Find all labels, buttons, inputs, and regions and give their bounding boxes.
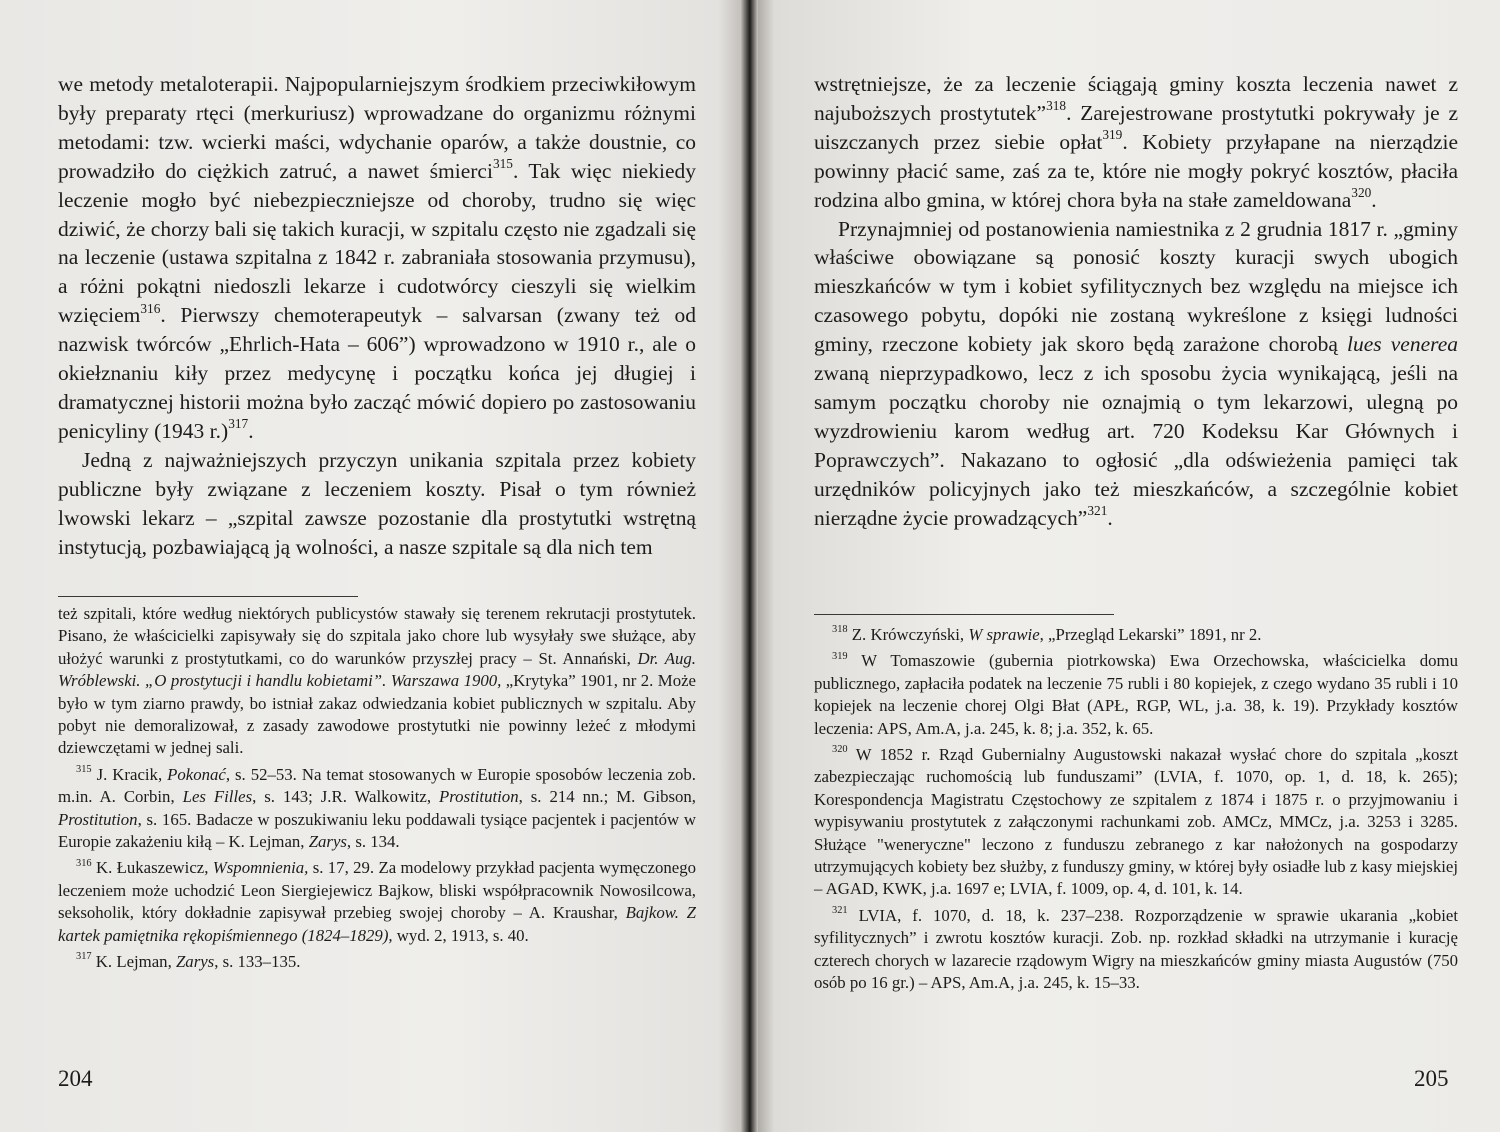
footnote-ref: 321 [832, 905, 848, 917]
italic-text: Dr. Aug. Wróblewski. „O prostytucji i handlu kobietami”. Warszawa 1900, [58, 648, 696, 691]
text-run: s. 17, 29. Za modelowy przykład pacjenta wymęczonego leczeniem może uchodzić Leon Siergiejewicz Bajkow, bliski współpracownik Nowosilcowa, seksoholik, który dokładnie zapisywał przebieg swojej choroby – A. Kraushar, [58, 858, 696, 923]
footnote-ref: 321 [1087, 503, 1108, 519]
text-run: , s. 214 nn.; M. Gibson, [518, 787, 696, 807]
footnote-ref: 317 [76, 951, 92, 963]
footnote-ref: 316 [76, 857, 92, 869]
italic-text: Bajkow. Z kartek pamiętnika rękopiśmiennego (1824–1829), [58, 903, 696, 945]
text-run: . Pierwszy chemoterapeutyk – salvarsan (zwany też od nazwisk twórców „Ehrlich-Hata – 606”) wprowadzono w 1910 r., ale o okiełznaniu kiły przez medycynę i początku końca jej długiej i dramatycznej historii można było zacząć mówić dopiero po zastosowaniu penicyliny (1943 r.) [58, 303, 696, 443]
text-run: „Krytyka” 1901, nr 2. Może było w tym ziarno prawdy, bo istniał zakaz odwiedzania kobiet publicznych w szpitalu. Aby pobyt nie demoralizował, z zasady zawodowe prostytutki nie powinny leżeć z młodymi dziewczętami w jednej sali. [58, 671, 696, 758]
right-body-text [814, 70, 1458, 533]
text-run: wstrętniejsze, że za leczenie ściągają gminy koszta leczenia nawet z najuboższych prostytutek” [814, 72, 1458, 125]
text-run: . [1371, 187, 1377, 212]
page-number-right: 205 [1414, 1066, 1449, 1091]
left-footnotes [58, 603, 696, 978]
text-run: Przynajmniej od postanowienia namiestnika z 2 grudnia 1817 r. „gminy właściwe obowiązane są ponosić koszty kuracji swych ubogich mieszkańców w tym i kobiet syfilitycznych bez względu na miejsce ich czasowego pobytu, dopóki nie zostaną wykreślone z księgi ludności gminy, rzeczone kobiety jak skoro będą zarażone chorobą [814, 216, 1458, 357]
text-run: , s. 133–135. [214, 952, 301, 972]
italic-text: lues venerea [1347, 332, 1458, 357]
body-paragraph [814, 70, 1458, 215]
body-paragraph [58, 446, 696, 562]
text-run: LVIA, f. 1070, d. 18, k. 237–238. Rozporządzenie w sprawie ukarania „kobiet syfilitycznych” i zwrotu kosztów kuracji. Zob. np. rozkład składki na utrzymanie i kurację czterech chorych w lazarecie rządowym Wigry na mieszkańców gminy miasta Augustów (750 osób po 16 gr.) – APS, Am.A, j.a. 245, k. 15–33. [814, 905, 1458, 993]
text-run: . [1107, 505, 1113, 530]
footnote-ref: 315 [76, 764, 92, 776]
body-paragraph [58, 70, 696, 446]
footnote-ref: 319 [1102, 127, 1123, 143]
right-footnotes [814, 624, 1458, 999]
footnote-ref: 317 [228, 416, 249, 432]
footnote [814, 624, 1458, 646]
text-run: W Tomaszowie (gubernia piotrkowska) Ewa Orzechowska, właścicielka domu publicznego, zapłaciła podatek na leczenie 75 rubli i 80 kopiejek, z czego wydano 35 rubli i 10 kopiejek na leczenie chorej Olgi Błat (APŁ, RGP, WL, j.a. 38, k. 19). Przykłady kosztów leczenia: APS, Am.A, j.a. 245, k. 8; j.a. 352, k. 65. [814, 651, 1458, 738]
italic-text: Pokonać [167, 764, 226, 784]
text-run: . Kobiety przyłapane na nierządzie powinny płacić same, zaś za te, które nie mogły pokryć kosztów, płaciła rodzina albo gmina, w której chora była na stałe zameldowana [814, 129, 1459, 212]
page-number-left: 204 [58, 1066, 93, 1091]
text-run: , s. 52–53. Na temat stosowanych w Europie sposobów leczenia zob. m.in. A. Corbin, [58, 764, 696, 807]
footnote-separator [814, 614, 1114, 615]
footnote-ref: 319 [832, 650, 848, 662]
footnote [58, 764, 696, 854]
text-run: wyd. 2, 1913, s. 40. [392, 925, 529, 945]
footnote [814, 744, 1458, 901]
footnote-separator [58, 596, 358, 597]
text-run: , „Przegląd Lekarski” 1891, nr 2. [1039, 625, 1262, 644]
text-run: zwaną nieprzypadkowo, lecz z ich sposobu życia wynikającą, jeśli na samym początku choroby nie oznajmią o tym lekarzowi, ulegną po wyzdrowieniu karom według art. 720 Kodeksu Kar Głównych i Poprawczych”. Nakazano to ogłosić „dla odświeżenia pamięci tak urzędników policyjnych jako też mieszkańców, a szczególnie kobiet nierządne życie prowadzących” [814, 361, 1458, 530]
footnote-ref: 316 [140, 300, 161, 316]
footnote-ref: 320 [1351, 185, 1372, 201]
text-run: Z. Krówczyński, [847, 625, 969, 644]
text-run: . [248, 418, 254, 443]
text-run: Jedną z najważniejszych przyczyn unikania szpitala przez kobiety publiczne były związane z leczeniem koszty. Pisał o tym również lwowski lekarz – „szpital zawsze pozostanie dla prostytutki wstrętną instytucją, pozbawiającą ją wolności, a nasze szpitale są dla nich tem [58, 447, 696, 559]
footnote-ref: 318 [832, 624, 848, 636]
footnote [58, 857, 696, 947]
text-run: K. Lejman, [91, 952, 176, 972]
italic-text: W sprawie [968, 625, 1040, 644]
footnote [58, 603, 696, 760]
text-run: J. Kracik, [91, 764, 168, 784]
book-spine [740, 0, 758, 1132]
text-run: . Tak więc niekiedy leczenie mogło być niebezpieczniejsze od choroby, trudno się więc dziwić, że chorzy bali się takich kuracji, w szpitalu często nie zgadzali się na leczenie (ustawa szpitalna z 1842 r. zabraniała stosowania przymusu), a różni pokątni niedoszli lekarze i cudotwórcy cieszyli się wielkim wzięciem [58, 158, 696, 328]
body-paragraph [814, 215, 1458, 533]
italic-text: Prostitution [58, 809, 138, 829]
footnote [814, 650, 1458, 740]
footnote [58, 951, 696, 973]
footnote-ref: 315 [492, 156, 513, 172]
text-run: , s. 134. [346, 832, 400, 852]
footnote-ref: 320 [832, 744, 848, 756]
italic-text: Zarys [175, 952, 215, 972]
text-run: też szpitali, które według niektórych publicystów stawały się terenem rekrutacji prostytutek. Pisano, że właścicielki zapisywały się do szpitala jako chore lub wysyłały swe służące, aby ułożyć warunki z prostytutkami, co do warunków przyszłej pracy – St. Annański, [58, 604, 696, 668]
text-run: , s. 165. Badacze w poszukiwaniu leku poddawali tysiące pacjentek i pacjentów w Europie zakażeniu kiłą – K. Lejman, [58, 809, 696, 852]
italic-text: Zarys [308, 832, 347, 852]
text-run: K. Łukaszewicz, [91, 858, 213, 878]
left-body-text [58, 70, 696, 561]
text-run: W 1852 r. Rząd Gubernialny Augustowski nakazał wysłać chore do szpitala „koszt zabezpieczając ruchomością lub funduszami” (LVIA, f. 1070, op. 1, d. 18, k. 265); Korespondencja Magistratu Częstochowy ze szpitalem z 1874 i 1875 r. o przyjmowaniu i wypisywaniu prostytutek z załączonymi rachunkami zob. AMCz, MMCz, j.a. 3253 i 3285. Służące "weneryczne" leczono z funduszu zebranego z kar nałożonych na gospodarzy utrzymujących kobiety bez służby, z funduszy gminy, w której były osiadłe lub z kasy miejskiej – AGAD, KWK, j.a. 1697 e; LVIA, f. 1009, op. 4, d. 101, k. 14. [814, 745, 1458, 899]
italic-text: Les Filles [182, 787, 253, 807]
right-page [752, 0, 1500, 1132]
italic-text: Prostitution [439, 787, 519, 807]
text-run: . Zarejestrowane prostytutki pokrywały je z uiszczanych przez siebie opłat [814, 100, 1458, 154]
footnote-ref: 318 [1046, 98, 1067, 114]
italic-text: Wspomnienia, [212, 858, 309, 878]
text-run: , s. 143; J.R. Walkowitz, [252, 787, 440, 807]
text-run: we metody metaloterapii. Najpopularniejszym środkiem przeciwkiłowym były preparaty rtęci (merkuriusz) wprowadzane do organizmu różnymi metodami: tzw. wcierki maści, wdychanie oparów, a także doustnie, co prowadziło do ciężkich zatruć, a nawet śmierci [58, 72, 696, 183]
left-page [0, 0, 748, 1132]
footnote [814, 905, 1458, 995]
